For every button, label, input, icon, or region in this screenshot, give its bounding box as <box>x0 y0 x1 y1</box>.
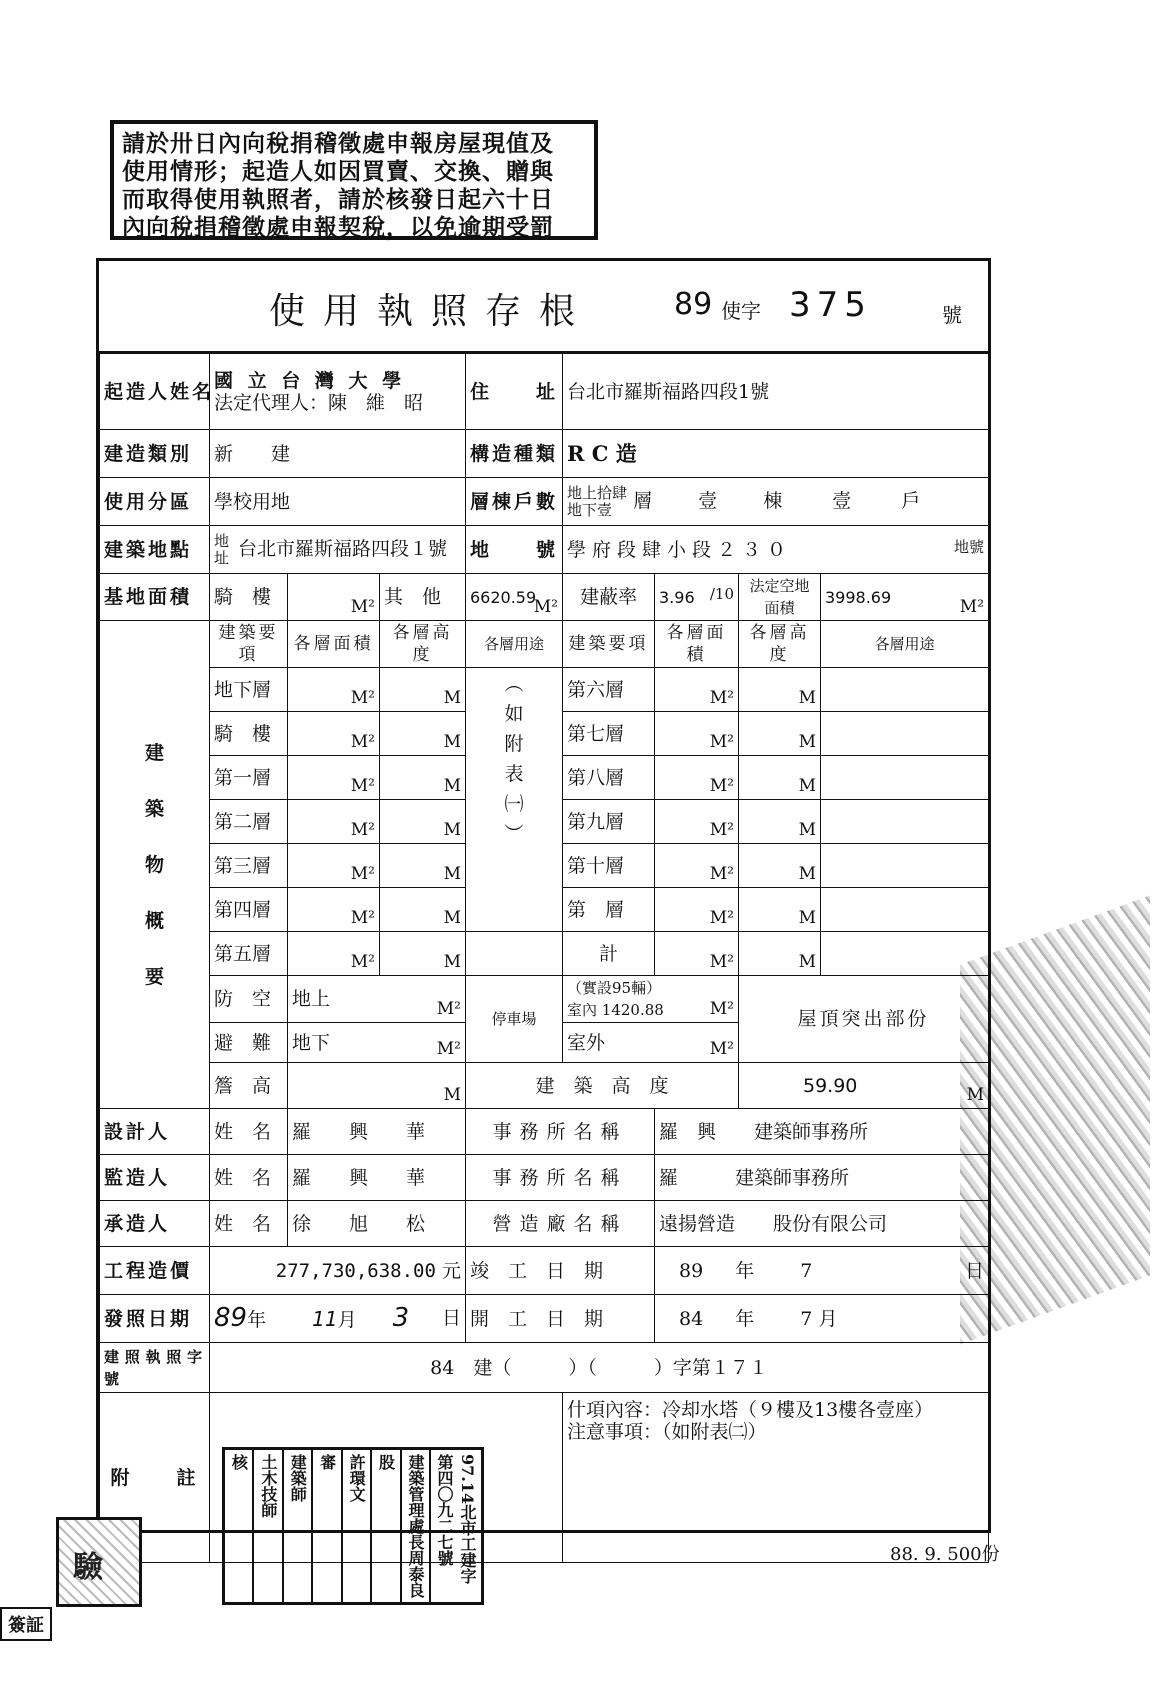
coverage-value: 3.96 /10 <box>655 574 739 621</box>
floor-height: M <box>380 668 466 712</box>
floor-use <box>821 800 989 844</box>
floor-area: M² <box>288 668 380 712</box>
start-label: 開 工 日 期 <box>466 1295 655 1343</box>
floor-label: 第一層 <box>210 756 288 800</box>
notice-line: 內向稅捐稽徵處申報契稅，以免逾期受罰 <box>122 214 554 241</box>
total-area: M² <box>655 932 739 976</box>
parking-outdoor: 室外 M² <box>563 1023 739 1063</box>
floor-height: M <box>380 844 466 888</box>
build-type-label: 建造類別 <box>100 430 210 478</box>
lot-number: 學府段肆小段２３０ <box>567 538 793 561</box>
eave-label: 簷 高 <box>210 1063 288 1109</box>
floor-use <box>466 932 563 976</box>
permit-form <box>96 258 991 1533</box>
build-type-value: 新 建 <box>210 430 466 478</box>
roof-label: 屋頂突出部份 <box>739 976 989 1063</box>
company-label: 營造廠名稱 <box>466 1201 655 1247</box>
notice-line: 而取得使用執照者，請於核發日起六十日 <box>122 186 554 213</box>
open-space-area: 3998.69 M² <box>821 574 989 621</box>
zone-value: 學校用地 <box>210 478 466 526</box>
office-label: 事務所名稱 <box>466 1109 655 1155</box>
tax-notice <box>110 120 598 240</box>
floor-label: 騎 樓 <box>210 712 288 756</box>
floors-above: 地上拾肆 <box>567 483 628 502</box>
floor-height: M <box>739 888 821 932</box>
floor-use <box>821 668 989 712</box>
name-label: 姓 名 <box>210 1109 288 1155</box>
remarks-misc: 什項內容：冷却水塔（９樓及13樓各壹座） <box>567 1399 934 1421</box>
inspection-seal-icon: 驗 <box>56 1517 142 1607</box>
permit-table <box>99 353 989 1563</box>
site-address-tag: 地址 <box>214 531 230 567</box>
head-area: 各層面積 <box>288 621 380 668</box>
contractor-label: 承造人 <box>100 1201 210 1247</box>
lot-value <box>563 526 989 574</box>
floor-height: M <box>380 800 466 844</box>
site-label: 建築地點 <box>100 526 210 574</box>
arcade-label: 騎 樓 <box>210 574 288 621</box>
floor-label: 地下層 <box>210 668 288 712</box>
total-height: M <box>739 932 821 976</box>
permit-label: 建照執照字號 <box>100 1343 210 1393</box>
designer-office: 羅 興 建築師事務所 <box>655 1109 989 1155</box>
lot-suffix: 地號 <box>954 537 985 556</box>
stamp-col: 97.14北市工建字第四〇九二七號 <box>434 1454 477 1585</box>
area-label: 基地面積 <box>100 574 210 621</box>
floor-area: M² <box>288 756 380 800</box>
floor-label: 第六層 <box>563 668 655 712</box>
buildings-count: 壹 <box>698 489 718 512</box>
floor-area: M² <box>655 800 739 844</box>
height-value: 59.90 M <box>739 1063 989 1109</box>
floor-use <box>821 844 989 888</box>
floor-label: 第 層 <box>563 888 655 932</box>
household-unit: 戶 <box>901 489 921 512</box>
contractor-company: 遠揚營造 股份有限公司 <box>655 1201 989 1247</box>
stamp-col: 核 <box>225 1450 254 1602</box>
shelter-above: 地上 M² <box>288 976 466 1023</box>
other-area: 6620.59 M² <box>466 574 563 621</box>
permit-value: 84 建（ ）（ ）字第１７１ <box>210 1343 989 1393</box>
title-number: 375 <box>789 285 872 325</box>
shelter-label-bottom: 避 難 <box>210 1023 288 1063</box>
notice-line: 請於卅日內向稅捐稽徵處申報房屋現值及 <box>122 130 554 157</box>
indoor-note: （實設95輛） <box>567 979 662 997</box>
address-value: 台北市羅斯福路四段1號 <box>563 354 989 430</box>
building-unit: 棟 <box>763 489 783 512</box>
designer-label: 設計人 <box>100 1109 210 1155</box>
floor-area: M² <box>655 844 739 888</box>
title-text: 使用執照存根 <box>269 291 594 332</box>
remarks-label: 附 註 <box>100 1393 210 1563</box>
floor-height: M <box>739 800 821 844</box>
notice-line: 使用情形；起造人如因買賣、交換、贈與 <box>122 158 554 185</box>
floor-use-note: ︵ 如 附 表 ㈠ ︶ <box>466 668 563 932</box>
issue-date-label: 發照日期 <box>100 1295 210 1343</box>
builder-rep: 法定代理人：陳 維 昭 <box>214 391 424 414</box>
zone-label: 使用分區 <box>100 478 210 526</box>
floor-height: M <box>739 756 821 800</box>
office-label: 事務所名稱 <box>466 1155 655 1201</box>
supervisor-office: 羅 建築師事務所 <box>655 1155 989 1201</box>
building-summary-label: 建 築 物 概 要 <box>100 621 210 1109</box>
floor-area: M² <box>288 844 380 888</box>
floor-label: 第四層 <box>210 888 288 932</box>
floor-height: M <box>739 712 821 756</box>
address-label: 住 址 <box>466 354 563 430</box>
contractor-name: 徐 旭 松 <box>288 1201 466 1247</box>
site-value <box>210 526 466 574</box>
floor-label: 第九層 <box>563 800 655 844</box>
floor-height: M <box>380 712 466 756</box>
completion-label: 竣 工 日 期 <box>466 1247 655 1295</box>
stamp-col: 股 <box>372 1450 401 1602</box>
floor-label: 第十層 <box>563 844 655 888</box>
print-mark: 88. 9. 500份 <box>890 1544 1000 1565</box>
visa-tag: 簽証 <box>0 1607 52 1641</box>
shelter-below: 地下 M² <box>288 1023 466 1063</box>
households-count: 壹 <box>832 489 852 512</box>
parking-indoor: （實設95輛） 室內 1420.88 M² <box>563 976 739 1023</box>
head-use: 各層用途 <box>821 621 989 668</box>
floor-area: M² <box>288 932 380 976</box>
head-item: 建築要項 <box>563 621 655 668</box>
title-cert-type: 使字 <box>721 299 761 323</box>
eave-value: M <box>288 1063 466 1109</box>
floor-height: M <box>380 888 466 932</box>
floor-area: M² <box>288 888 380 932</box>
name-label: 姓 名 <box>210 1155 288 1201</box>
floor-label: 第五層 <box>210 932 288 976</box>
builder-name: 國 立 台 灣 大 學 <box>214 369 406 392</box>
remarks-value <box>563 1393 989 1563</box>
floor-use <box>821 712 989 756</box>
stamp-col: 土木技師 <box>254 1450 283 1602</box>
name-label: 姓 名 <box>210 1201 288 1247</box>
floor-area: M² <box>288 800 380 844</box>
floor-height: M <box>380 932 466 976</box>
floor-label: 第七層 <box>563 712 655 756</box>
stamp-col: 建築管理處長周泰良 <box>402 1450 431 1602</box>
stamp-col: 審 <box>313 1450 342 1602</box>
floor-area: M² <box>655 756 739 800</box>
floor-height: M <box>739 844 821 888</box>
layer-unit: 層 <box>633 489 653 512</box>
shelter-label-top: 防 空 <box>210 976 288 1023</box>
floor-use <box>821 756 989 800</box>
coverage-label: 建蔽率 <box>563 574 655 621</box>
floor-area: M² <box>655 712 739 756</box>
stamp-col: 許環文 <box>343 1450 372 1602</box>
structure-value: R C 造 <box>563 430 989 478</box>
approval-stamp <box>222 1447 484 1605</box>
floor-label: 第八層 <box>563 756 655 800</box>
floors-value <box>563 478 989 526</box>
supervisor-name: 羅 興 華 <box>288 1155 466 1201</box>
lot-label: 地 號 <box>466 526 563 574</box>
stamp-col: 建築師 <box>284 1450 313 1602</box>
total-use <box>821 932 989 976</box>
issue-date: 89年 11月 3 日 <box>210 1295 466 1343</box>
title-year: 89 <box>674 287 713 322</box>
builder-label: 起造人姓名 <box>100 354 210 430</box>
floor-use <box>821 888 989 932</box>
title-suffix: 號 <box>942 303 962 327</box>
completion-date: 89 年 7 日 <box>655 1247 989 1295</box>
arcade-area: M² <box>288 574 380 621</box>
supervisor-label: 監造人 <box>100 1155 210 1201</box>
floor-area: M² <box>288 712 380 756</box>
floor-area: M² <box>655 668 739 712</box>
floor-height: M <box>380 756 466 800</box>
head-height: 各層高度 <box>739 621 821 668</box>
open-space-label: 法定空地面積 <box>739 574 821 621</box>
form-title <box>99 261 988 353</box>
parking-label: 停車場 <box>466 976 563 1063</box>
head-item: 建築要項 <box>210 621 288 668</box>
total-label: 計 <box>563 932 655 976</box>
floors-label: 層棟戶數 <box>466 478 563 526</box>
height-label: 建 築 高 度 <box>466 1063 739 1109</box>
head-height: 各層高度 <box>380 621 466 668</box>
other-label: 其 他 <box>380 574 466 621</box>
structure-label: 構造種類 <box>466 430 563 478</box>
start-date: 84 年 7 月 <box>655 1295 989 1343</box>
floors-below: 地下壹 <box>567 500 613 519</box>
cost-label: 工程造價 <box>100 1247 210 1295</box>
builder-cell <box>210 354 466 430</box>
floor-label: 第三層 <box>210 844 288 888</box>
site-address: 台北市羅斯福路四段１號 <box>238 537 448 560</box>
head-area: 各層面積 <box>655 621 739 668</box>
remarks-notes: 注意事項：（如附表㈡） <box>567 1421 767 1443</box>
floor-height: M <box>739 668 821 712</box>
head-use: 各層用途 <box>466 621 563 668</box>
floor-label: 第二層 <box>210 800 288 844</box>
floor-area: M² <box>655 888 739 932</box>
designer-name: 羅 興 華 <box>288 1109 466 1155</box>
cost-value: 277,730,638.00 元 <box>210 1247 466 1295</box>
